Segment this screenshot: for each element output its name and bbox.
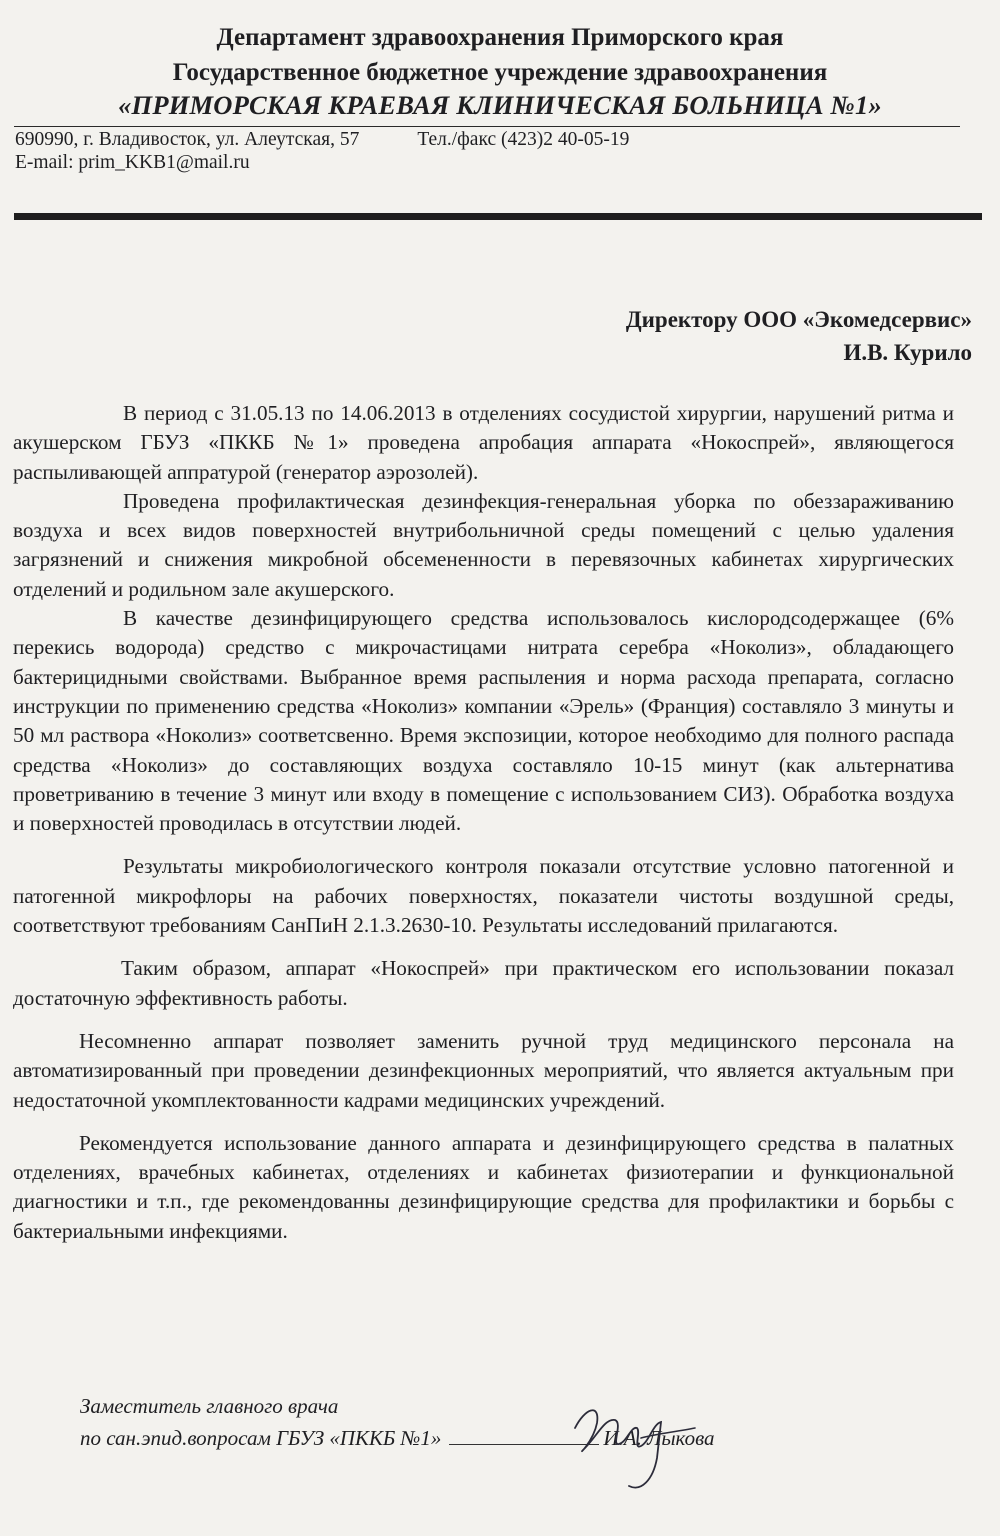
header-divider-thin — [14, 126, 960, 127]
phone-fax: Тел./факс (423)2 40-05-19 — [417, 129, 630, 150]
paragraph-1: В период с 31.05.13 по 14.06.2013 в отделениях сосудистой хирургии, нарушений ритма и акушерском ГБУЗ «ПККБ №1» проведена апробация аппарата «Нокоспрей», являющегося распыливающей аппратурой (генератор аэрозолей). — [13, 401, 954, 484]
signatory-name: И.А. Лыкова — [603, 1426, 715, 1450]
postal-address: 690990, г. Владивосток, ул. Алеутская, 57 — [15, 129, 360, 150]
letterhead-institution-type: Государственное бюджетное учреждение здравоохранения — [172, 59, 828, 86]
letterhead-department: Департамент здравоохранения Приморского края — [216, 24, 784, 51]
paragraph-7: Рекомендуется использование данного аппарата и дезинфицирующего средства в палатных отделениях, врачебных кабинетах, отделениях и кабинетах физиотерапии и функциональной диагностики и т.п., где рекомендованны дезинфицирующие средства для профилактики и борьбы с бактериальными инфекциями. — [13, 1130, 954, 1243]
addressee-name: И.В. Курило — [843, 340, 972, 365]
paragraph-3: В качестве дезинфицирующего средства использовалось кислородсодержащее (6% перекись водорода) средство с микрочастицами нитрата серебра «Ноколиз», обладающего бактерицидными свойствами. Выбранное время распыления и норма расхода препарата, согласно инструкции по применению средства «Ноколиз» компании «Эрель» (Франция) составляло 3 минуты и 50 мл раствора «Ноколиз» соответсвенно. Время экспозиции, которое необходимо для полного распада средства «Ноколиз» до составляющих воздуха составляло 10-15 минут (как альтернатива проветриванию в течение 3 минут или входу в помещение с использованием СИЗ). Обработка воздуха и поверхностей проводилась в отсутствии людей. — [13, 606, 954, 836]
paragraph-2: Проведена профилактическая дезинфекция-генеральная уборка по обеззараживанию воздуха и всех видов поверхностей внутрибольничной среды помещений с целью удаления загрязнений и снижения микробной обсемененности в перевязочных кабинетах хирургических отделений и родильном зале акушерского. — [13, 488, 954, 601]
signatory-position: Заместитель главного врача — [80, 1394, 339, 1418]
addressee-position: Директору ООО «Экомедсервис» — [625, 307, 972, 332]
paragraph-5: Таким образом, аппарат «Нокоспрей» при практическом его использовании показал достаточную эффективность работы. — [13, 956, 954, 1010]
letter-body — [13, 399, 954, 1246]
letterhead-hospital-name: «ПРИМОРСКАЯ КРАЕВАЯ КЛИНИЧЕСКАЯ БОЛЬНИЦА №1» — [118, 90, 882, 120]
email-line: E-mail: prim_KKB1@mail.ru — [15, 152, 250, 173]
contact-block — [15, 128, 629, 174]
paragraph-6: Несомненно аппарат позволяет заменить ручной труд медицинского персонала на автоматизированный при проведении дезинфекционных мероприятий, что является актуальным при недостаточной укомплектованности кадрами медицинских учреждений. — [13, 1028, 954, 1112]
signatory-department: по сан.эпид.вопросам ГБУЗ «ПККБ №1» — [80, 1426, 442, 1450]
handwritten-signature — [545, 1388, 715, 1498]
header-divider-thick — [14, 213, 982, 220]
address-line — [15, 128, 629, 151]
paragraph-4: Результаты микробиологического контроля показали отсутствие условно патогенной и патогенной микрофлоры на рабочих поверхностях, показатели чистоты воздушной среды, соответствуют требованиям СанПиН 2.1.3.2630-10. Результаты исследований прилагаются. — [13, 854, 954, 938]
